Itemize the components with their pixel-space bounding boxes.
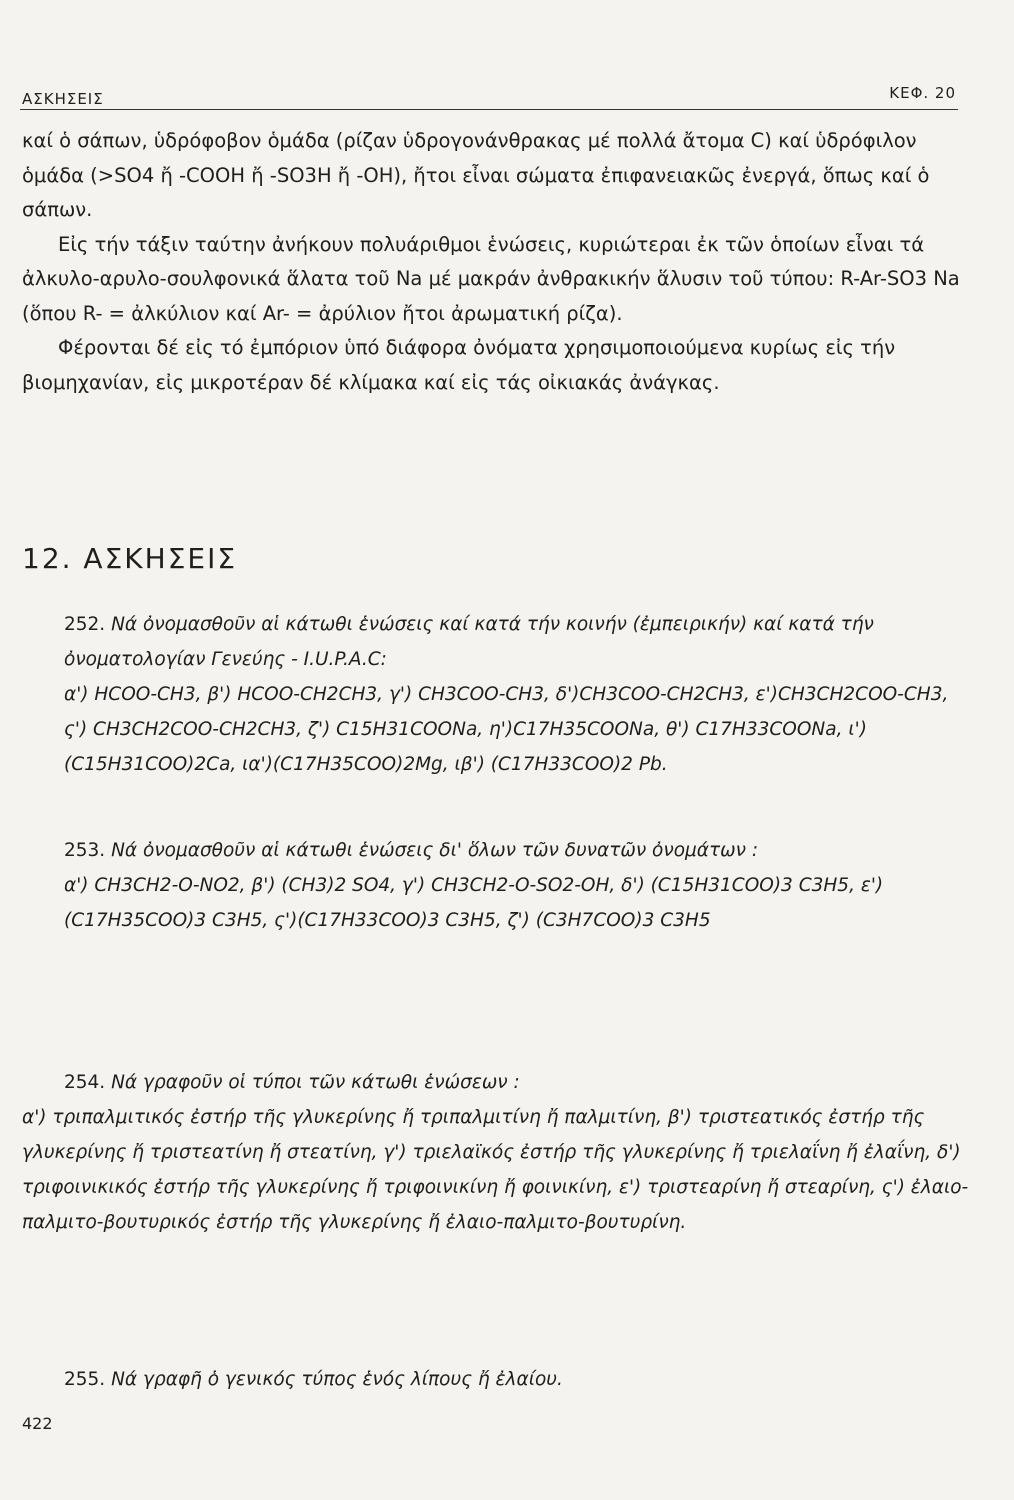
exercise-254 (22, 1065, 972, 1240)
exercise-253 (22, 833, 972, 938)
header-rule (20, 109, 958, 110)
exercise-text: Νά γραφῆ ὁ γενικός τύπος ἑνός λίπους ἤ ἐλαίου. (111, 1369, 563, 1390)
exercise-items: α') HCOO-CH3, β') HCOO-CH2CH3, γ') CH3COO-CH3, δ')CH3COO-CH2CH3, ε')CH3CH2COO-CH3, ς') CH3CH2COO-CH2CH3, ζ') C15H31COONa, η')C17H35COONa, θ') C17H33COONa, ι') (C15H31COO)2Ca, ια')(C17H35COO)2Mg, ιβ') (C17H33COO)2 Pb. (64, 684, 949, 775)
exercise-text: Νά ὀνομασθοῦν αἱ κάτωθι ἑνώσεις δι' ὅλων τῶν δυνατῶν ὀνομάτων : (111, 840, 759, 861)
exercise-number: 254. (64, 1072, 106, 1093)
section-title: 12. ΑΣΚΗΣΕΙΣ (22, 542, 238, 575)
intro-paragraph-2: Εἰς τήν τάξιν ταύτην ἀνήκουν πολυάριθμοι ἑνώσεις, κυριώτεραι ἐκ τῶν ὁποίων εἶναι τά ἀλκυλο-αρυλο-σουλφονικά ἅλατα τοῦ Na μέ μακράν ἀνθρακικήν ἅλυσιν τοῦ τύπου: R-Ar-SO3 Na (ὅπου R- = ἀλκύλιον καί Ar- = ἀρύλιον ἤτοι ἀρωματική ρίζα). (22, 232, 960, 325)
exercise-number: 253. (64, 840, 106, 861)
exercise-text: Νά ὀνομασθοῦν αἱ κάτωθι ἑνώσεις καί κατά τήν κοινήν (ἐμπειρικήν) καί κατά τήν ὀνοματολογίαν Γενεύης - I.U.P.A.C: (64, 614, 874, 670)
exercise-255 (22, 1362, 972, 1397)
exercise-252 (22, 607, 972, 782)
intro-paragraph-1: καί ὁ σάπων, ὑδρόφοβον ὁμάδα (ρίζαν ὑδρογονάνθρακας μέ πολλά ἄτομα C) καί ὑδρόφιλον ὁμάδα (>SO4 ἤ -COOH ἤ -SO3H ἤ -OH), ἤτοι εἶναι σώματα ἐπιφανειακῶς ἐνεργά, ὅπως καί ὁ σάπων. (22, 129, 930, 221)
exercise-text: Νά γραφοῦν οἱ τύποι τῶν κάτωθι ἑνώσεων : (111, 1072, 520, 1093)
chapter-label: ΚΕΦ. 20 (889, 84, 956, 102)
exercise-items: α') τριπαλμιτικός ἐστήρ τῆς γλυκερίνης ἤ τριπαλμιτίνη ἤ παλμιτίνη, β') τριστεατικός ἐστήρ τῆς γλυκερίνης ἤ τριστεατίνη ἤ στεατίνη, γ') τριελαϊκός ἐστήρ τῆς γλυκερίνης ἤ τριελαΐνη ἤ ἐλαΐνη, δ') τριφοινικικός ἐστήρ τῆς γλυκερίνης ἤ τριφοινικίνη ἤ φοινικίνη, ε') τριστεαρίνη ἤ στεαρίνη, ς') ἐλαιο-παλμιτο-βουτυρικός ἐστήρ τῆς γλυκερίνης ἤ ἐλαιο-παλμιτο-βουτυρίνη. (22, 1107, 969, 1233)
running-header-title: ΑΣΚΗΣΕΙΣ (22, 90, 104, 108)
intro-paragraph-3: Φέρονται δέ εἰς τό ἐμπόριον ὑπό διάφορα ὀνόματα χρησιμοποιούμενα κυρίως εἰς τήν βιομηχανίαν, εἰς μικροτέραν δέ κλίμακα καί εἰς τάς οἰκιακάς ἀνάγκας. (22, 336, 896, 394)
exercise-items: α') CH3CH2-O-NO2, β') (CH3)2 SO4, γ') CH3CH2-O-SO2-OH, δ') (C15H31COO)3 C3H5, ε') (C17H35COO)3 C3H5, ς')(C17H33COO)3 C3H5, ζ') (C3H7COO)3 C3H5 (64, 875, 884, 931)
exercise-number: 255. (64, 1369, 106, 1390)
page-number: 422 (22, 1414, 53, 1433)
intro-text (22, 124, 962, 400)
exercise-number: 252. (64, 614, 106, 635)
